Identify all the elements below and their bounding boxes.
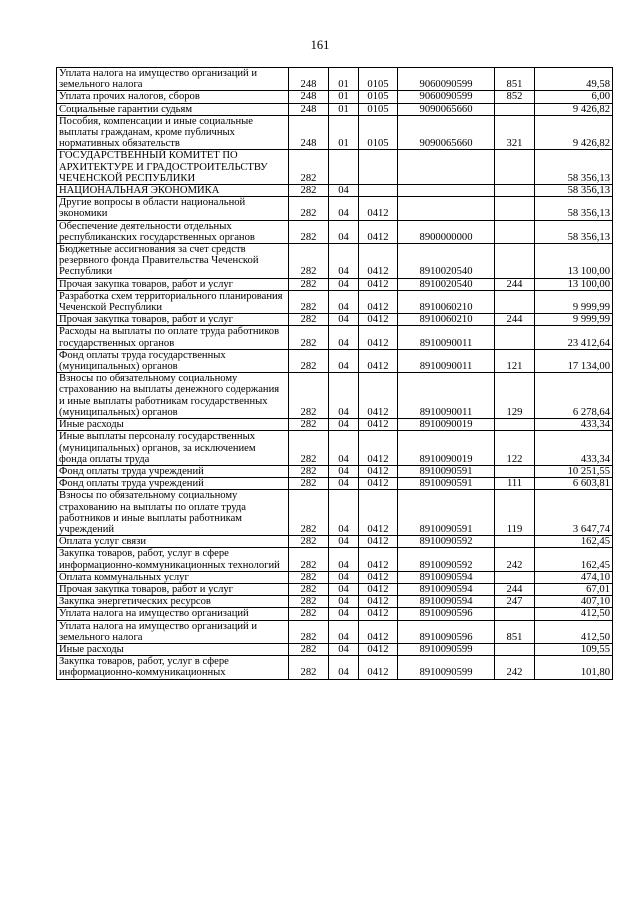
row-amount: 474,10 bbox=[535, 571, 613, 583]
row-amount: 9 426,82 bbox=[535, 115, 613, 150]
row-amount: 67,01 bbox=[535, 583, 613, 595]
table-row bbox=[57, 91, 613, 103]
row-amount: 13 100,00 bbox=[535, 244, 613, 279]
row-section: 04 bbox=[329, 583, 359, 595]
table-row bbox=[57, 115, 613, 150]
row-subsection: 0412 bbox=[359, 478, 398, 490]
row-expense-type bbox=[495, 244, 535, 279]
row-target-article: 8910090594 bbox=[398, 583, 495, 595]
row-amount: 58 356,13 bbox=[535, 197, 613, 220]
row-expense-type: 852 bbox=[495, 91, 535, 103]
row-subsection: 0412 bbox=[359, 583, 398, 595]
row-section: 04 bbox=[329, 620, 359, 643]
row-name: Прочая закупка товаров, работ и услуг bbox=[57, 278, 289, 290]
row-expense-type bbox=[495, 103, 535, 115]
row-section: 04 bbox=[329, 349, 359, 372]
row-target-article: 8910090591 bbox=[398, 478, 495, 490]
row-grbs: 248 bbox=[289, 68, 329, 91]
row-expense-type: 244 bbox=[495, 314, 535, 326]
row-name: Бюджетные ассигнования за счет средств резервного фонда Правительства Чеченской Республики bbox=[57, 244, 289, 279]
row-amount: 49,58 bbox=[535, 68, 613, 91]
row-amount: 101,80 bbox=[535, 656, 613, 679]
row-subsection: 0412 bbox=[359, 349, 398, 372]
row-section: 01 bbox=[329, 68, 359, 91]
row-name: Иные расходы bbox=[57, 643, 289, 655]
row-name: Оплата коммунальных услуг bbox=[57, 571, 289, 583]
row-expense-type bbox=[495, 197, 535, 220]
table-row bbox=[57, 103, 613, 115]
row-expense-type bbox=[495, 465, 535, 477]
row-name: Закупка товаров, работ, услуг в сфере информационно-коммуникационных технологий bbox=[57, 548, 289, 571]
row-grbs: 248 bbox=[289, 103, 329, 115]
row-expense-type: 111 bbox=[495, 478, 535, 490]
table-row bbox=[57, 220, 613, 243]
row-name: Взносы по обязательному социальному страхованию на выплаты денежного содержания и иные выплаты работникам государственных (муниципальных) органов bbox=[57, 373, 289, 419]
row-target-article: 9060090599 bbox=[398, 68, 495, 91]
row-grbs: 282 bbox=[289, 548, 329, 571]
row-subsection bbox=[359, 185, 398, 197]
row-name: Прочая закупка товаров, работ и услуг bbox=[57, 583, 289, 595]
row-subsection: 0412 bbox=[359, 278, 398, 290]
row-expense-type bbox=[495, 326, 535, 349]
table-row bbox=[57, 314, 613, 326]
row-expense-type bbox=[495, 536, 535, 548]
row-subsection: 0412 bbox=[359, 419, 398, 431]
table-row bbox=[57, 290, 613, 313]
row-amount: 407,10 bbox=[535, 596, 613, 608]
row-name: Фонд оплаты труда государственных (муниципальных) органов bbox=[57, 349, 289, 372]
row-grbs: 282 bbox=[289, 290, 329, 313]
row-amount: 412,50 bbox=[535, 620, 613, 643]
table-row bbox=[57, 349, 613, 372]
row-section: 04 bbox=[329, 373, 359, 419]
row-target-article: 8910060210 bbox=[398, 290, 495, 313]
row-amount: 109,55 bbox=[535, 643, 613, 655]
row-grbs: 282 bbox=[289, 326, 329, 349]
row-amount: 58 356,13 bbox=[535, 185, 613, 197]
row-grbs: 282 bbox=[289, 314, 329, 326]
row-subsection: 0412 bbox=[359, 326, 398, 349]
row-expense-type bbox=[495, 571, 535, 583]
row-subsection: 0412 bbox=[359, 536, 398, 548]
row-name: Пособия, компенсации и иные социальные выплаты гражданам, кроме публичных нормативных обязательств bbox=[57, 115, 289, 150]
row-section bbox=[329, 150, 359, 185]
row-name: Иные выплаты персоналу государственных (муниципальных) органов, за исключением фонда оплаты труда bbox=[57, 431, 289, 466]
row-name: Уплата налога на имущество организаций и земельного налога bbox=[57, 620, 289, 643]
row-grbs: 282 bbox=[289, 349, 329, 372]
row-target-article: 8900000000 bbox=[398, 220, 495, 243]
row-subsection: 0412 bbox=[359, 220, 398, 243]
row-amount: 9 999,99 bbox=[535, 290, 613, 313]
row-expense-type bbox=[495, 150, 535, 185]
row-expense-type: 242 bbox=[495, 656, 535, 679]
row-target-article bbox=[398, 185, 495, 197]
table-row bbox=[57, 326, 613, 349]
table-row bbox=[57, 278, 613, 290]
row-amount: 58 356,13 bbox=[535, 220, 613, 243]
row-section: 04 bbox=[329, 185, 359, 197]
row-name: Уплата прочих налогов, сборов bbox=[57, 91, 289, 103]
row-subsection: 0105 bbox=[359, 68, 398, 91]
row-grbs: 282 bbox=[289, 583, 329, 595]
row-section: 04 bbox=[329, 608, 359, 620]
table-row bbox=[57, 620, 613, 643]
row-section: 04 bbox=[329, 197, 359, 220]
row-grbs: 282 bbox=[289, 197, 329, 220]
row-section: 04 bbox=[329, 643, 359, 655]
row-subsection: 0412 bbox=[359, 490, 398, 536]
row-target-article: 9060090599 bbox=[398, 91, 495, 103]
row-section: 04 bbox=[329, 490, 359, 536]
row-expense-type: 129 bbox=[495, 373, 535, 419]
row-target-article: 8910090594 bbox=[398, 571, 495, 583]
row-section: 04 bbox=[329, 220, 359, 243]
row-grbs: 282 bbox=[289, 643, 329, 655]
row-target-article: 8910090592 bbox=[398, 536, 495, 548]
row-grbs: 282 bbox=[289, 419, 329, 431]
row-subsection: 0412 bbox=[359, 643, 398, 655]
row-subsection: 0412 bbox=[359, 596, 398, 608]
row-target-article: 8910020540 bbox=[398, 278, 495, 290]
row-expense-type: 244 bbox=[495, 583, 535, 595]
row-subsection: 0412 bbox=[359, 571, 398, 583]
row-name: Закупка товаров, работ, услуг в сфере информационно-коммуникационных bbox=[57, 656, 289, 679]
row-grbs: 282 bbox=[289, 490, 329, 536]
row-target-article: 8910090011 bbox=[398, 373, 495, 419]
table-row bbox=[57, 596, 613, 608]
row-expense-type: 244 bbox=[495, 278, 535, 290]
row-target-article: 8910090594 bbox=[398, 596, 495, 608]
row-subsection: 0105 bbox=[359, 103, 398, 115]
table-row bbox=[57, 478, 613, 490]
row-name: Оплата услуг связи bbox=[57, 536, 289, 548]
table-row bbox=[57, 548, 613, 571]
row-grbs: 282 bbox=[289, 571, 329, 583]
row-name: ГОСУДАРСТВЕННЫЙ КОМИТЕТ ПО АРХИТЕКТУРЕ И ГРАДОСТРОИТЕЛЬСТВУ ЧЕЧЕНСКОЙ РЕСПУБЛИКИ bbox=[57, 150, 289, 185]
row-subsection: 0412 bbox=[359, 197, 398, 220]
row-target-article: 8910090596 bbox=[398, 608, 495, 620]
row-target-article: 8910090592 bbox=[398, 548, 495, 571]
row-name: Социальные гарантии судьям bbox=[57, 103, 289, 115]
row-subsection: 0412 bbox=[359, 620, 398, 643]
row-grbs: 282 bbox=[289, 150, 329, 185]
table-row bbox=[57, 197, 613, 220]
table-row bbox=[57, 373, 613, 419]
row-section: 04 bbox=[329, 419, 359, 431]
row-section: 01 bbox=[329, 103, 359, 115]
row-expense-type bbox=[495, 643, 535, 655]
row-target-article: 9090065660 bbox=[398, 103, 495, 115]
row-expense-type: 242 bbox=[495, 548, 535, 571]
table-row bbox=[57, 68, 613, 91]
row-section: 04 bbox=[329, 656, 359, 679]
row-subsection: 0412 bbox=[359, 431, 398, 466]
budget-table bbox=[56, 67, 613, 680]
row-section: 04 bbox=[329, 548, 359, 571]
row-section: 04 bbox=[329, 278, 359, 290]
row-name: Уплата налога на имущество организаций и земельного налога bbox=[57, 68, 289, 91]
row-amount: 9 426,82 bbox=[535, 103, 613, 115]
table-row bbox=[57, 150, 613, 185]
row-amount: 6 603,81 bbox=[535, 478, 613, 490]
row-section: 04 bbox=[329, 478, 359, 490]
row-section: 04 bbox=[329, 244, 359, 279]
row-grbs: 282 bbox=[289, 656, 329, 679]
row-grbs: 282 bbox=[289, 536, 329, 548]
row-grbs: 282 bbox=[289, 373, 329, 419]
table-row bbox=[57, 490, 613, 536]
row-target-article: 8910090011 bbox=[398, 349, 495, 372]
row-expense-type bbox=[495, 608, 535, 620]
row-target-article: 8910090599 bbox=[398, 643, 495, 655]
row-target-article: 8910060210 bbox=[398, 314, 495, 326]
row-subsection: 0412 bbox=[359, 290, 398, 313]
row-amount: 412,50 bbox=[535, 608, 613, 620]
row-name: Уплата налога на имущество организаций bbox=[57, 608, 289, 620]
row-name: Другие вопросы в области национальной экономики bbox=[57, 197, 289, 220]
row-name: Прочая закупка товаров, работ и услуг bbox=[57, 314, 289, 326]
row-target-article bbox=[398, 197, 495, 220]
row-section: 01 bbox=[329, 115, 359, 150]
row-amount: 433,34 bbox=[535, 431, 613, 466]
row-subsection: 0105 bbox=[359, 91, 398, 103]
row-subsection: 0105 bbox=[359, 115, 398, 150]
row-amount: 9 999,99 bbox=[535, 314, 613, 326]
table-row bbox=[57, 419, 613, 431]
table-row bbox=[57, 583, 613, 595]
row-name: Иные расходы bbox=[57, 419, 289, 431]
row-target-article: 8910090596 bbox=[398, 620, 495, 643]
row-grbs: 282 bbox=[289, 185, 329, 197]
table-row bbox=[57, 185, 613, 197]
row-amount: 162,45 bbox=[535, 536, 613, 548]
table-row bbox=[57, 608, 613, 620]
row-grbs: 282 bbox=[289, 620, 329, 643]
row-subsection: 0412 bbox=[359, 548, 398, 571]
row-grbs: 282 bbox=[289, 478, 329, 490]
row-grbs: 282 bbox=[289, 278, 329, 290]
row-subsection bbox=[359, 150, 398, 185]
row-target-article: 8910090591 bbox=[398, 465, 495, 477]
row-amount: 13 100,00 bbox=[535, 278, 613, 290]
row-amount: 6,00 bbox=[535, 91, 613, 103]
row-name: Взносы по обязательному социальному страхованию на выплаты по оплате труда работников и иные выплаты работникам учреждений bbox=[57, 490, 289, 536]
row-section: 04 bbox=[329, 465, 359, 477]
row-expense-type bbox=[495, 419, 535, 431]
row-name: Разработка схем территориального планирования Чеченской Республики bbox=[57, 290, 289, 313]
row-subsection: 0412 bbox=[359, 373, 398, 419]
row-subsection: 0412 bbox=[359, 465, 398, 477]
row-expense-type: 122 bbox=[495, 431, 535, 466]
row-section: 01 bbox=[329, 91, 359, 103]
row-grbs: 282 bbox=[289, 608, 329, 620]
row-target-article: 8910090019 bbox=[398, 431, 495, 466]
row-amount: 3 647,74 bbox=[535, 490, 613, 536]
row-subsection: 0412 bbox=[359, 656, 398, 679]
row-amount: 58 356,13 bbox=[535, 150, 613, 185]
page-number: 161 bbox=[310, 38, 330, 52]
row-name: Обеспечение деятельности отдельных республиканских государственных органов bbox=[57, 220, 289, 243]
row-grbs: 248 bbox=[289, 115, 329, 150]
row-name: Фонд оплаты труда учреждений bbox=[57, 465, 289, 477]
row-name: Закупка энергетических ресурсов bbox=[57, 596, 289, 608]
row-target-article: 8910090019 bbox=[398, 419, 495, 431]
row-expense-type: 121 bbox=[495, 349, 535, 372]
row-target-article: 8910090599 bbox=[398, 656, 495, 679]
row-grbs: 248 bbox=[289, 91, 329, 103]
row-section: 04 bbox=[329, 571, 359, 583]
table-row bbox=[57, 536, 613, 548]
row-grbs: 282 bbox=[289, 431, 329, 466]
row-grbs: 282 bbox=[289, 465, 329, 477]
row-name: Фонд оплаты труда учреждений bbox=[57, 478, 289, 490]
row-grbs: 282 bbox=[289, 596, 329, 608]
row-subsection: 0412 bbox=[359, 244, 398, 279]
row-expense-type: 851 bbox=[495, 620, 535, 643]
row-amount: 6 278,64 bbox=[535, 373, 613, 419]
row-expense-type: 321 bbox=[495, 115, 535, 150]
budget-rows bbox=[57, 68, 613, 680]
row-section: 04 bbox=[329, 536, 359, 548]
row-name: НАЦИОНАЛЬНАЯ ЭКОНОМИКА bbox=[57, 185, 289, 197]
row-grbs: 282 bbox=[289, 244, 329, 279]
row-amount: 162,45 bbox=[535, 548, 613, 571]
table-row bbox=[57, 656, 613, 679]
row-section: 04 bbox=[329, 431, 359, 466]
row-expense-type: 119 bbox=[495, 490, 535, 536]
row-expense-type: 247 bbox=[495, 596, 535, 608]
row-target-article: 9090065660 bbox=[398, 115, 495, 150]
row-subsection: 0412 bbox=[359, 314, 398, 326]
row-target-article: 8910020540 bbox=[398, 244, 495, 279]
row-amount: 433,34 bbox=[535, 419, 613, 431]
row-target-article bbox=[398, 150, 495, 185]
table-row bbox=[57, 431, 613, 466]
row-expense-type bbox=[495, 290, 535, 313]
table-row bbox=[57, 643, 613, 655]
row-grbs: 282 bbox=[289, 220, 329, 243]
row-section: 04 bbox=[329, 290, 359, 313]
row-target-article: 8910090011 bbox=[398, 326, 495, 349]
row-section: 04 bbox=[329, 596, 359, 608]
row-target-article: 8910090591 bbox=[398, 490, 495, 536]
row-amount: 17 134,00 bbox=[535, 349, 613, 372]
row-amount: 23 412,64 bbox=[535, 326, 613, 349]
row-expense-type bbox=[495, 185, 535, 197]
table-row bbox=[57, 465, 613, 477]
row-expense-type bbox=[495, 220, 535, 243]
row-expense-type: 851 bbox=[495, 68, 535, 91]
table-row bbox=[57, 244, 613, 279]
row-section: 04 bbox=[329, 314, 359, 326]
row-name: Расходы на выплаты по оплате труда работников государственных органов bbox=[57, 326, 289, 349]
row-section: 04 bbox=[329, 326, 359, 349]
row-subsection: 0412 bbox=[359, 608, 398, 620]
table-row bbox=[57, 571, 613, 583]
row-amount: 10 251,55 bbox=[535, 465, 613, 477]
